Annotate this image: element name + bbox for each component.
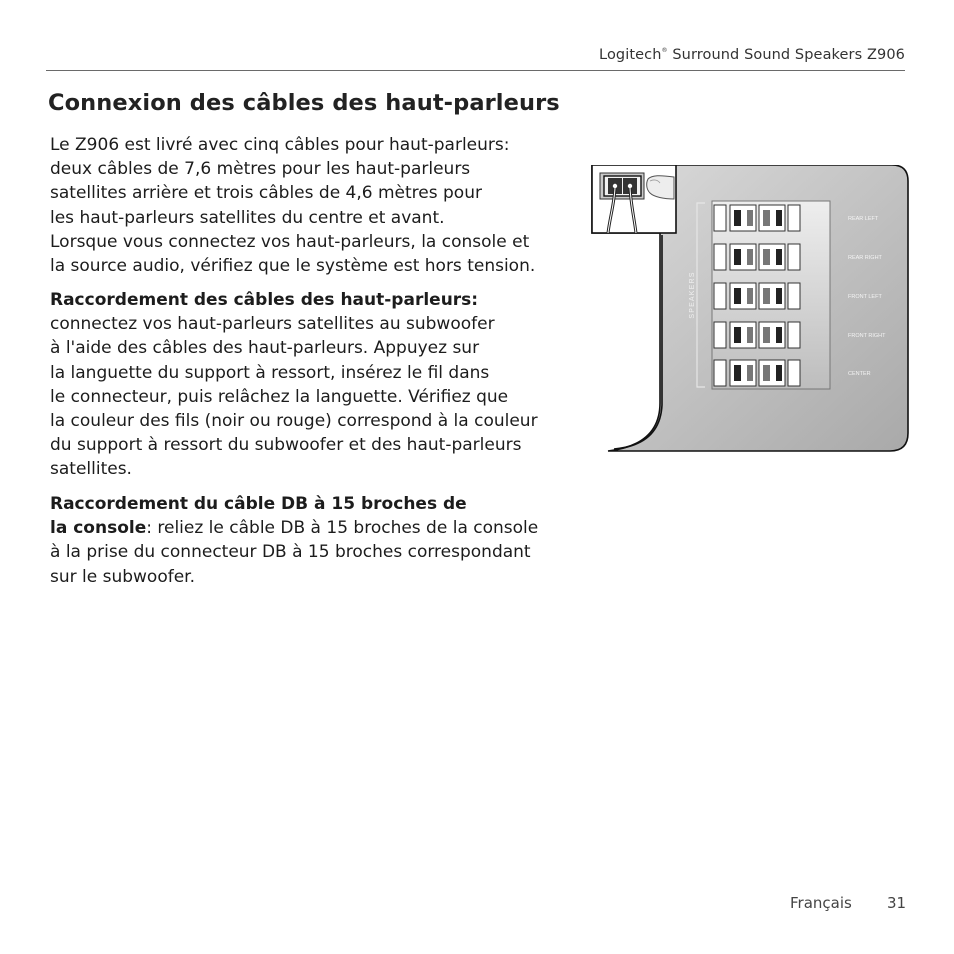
- channel-label: FRONT LEFT: [848, 294, 882, 300]
- speaker-cables-heading: Raccordement des câbles des haut-parleurs:: [50, 290, 479, 310]
- inset-wire-detail: [592, 165, 676, 233]
- speaker-cables-line: à l'aide des câbles des haut-parleurs. Appuyez sur: [50, 338, 480, 359]
- speaker-cables-paragraph: [50, 288, 550, 482]
- db15-heading-line1: Raccordement du câble DB à 15 broches de: [50, 494, 467, 514]
- intro-paragraph: [50, 133, 550, 278]
- db15-line: à la prise du connecteur DB à 15 broches correspondant: [50, 542, 531, 563]
- db15-line: sur le subwoofer.: [50, 566, 196, 587]
- speaker-cables-line: connectez vos haut-parleurs satellites au subwoofer: [50, 314, 495, 335]
- speaker-terminal-diagram: [590, 165, 910, 455]
- running-header: [599, 47, 905, 63]
- db15-heading-line2: la console: [50, 518, 147, 539]
- channel-label: REAR LEFT: [848, 216, 879, 222]
- channel-label: FRONT RIGHT: [848, 333, 886, 339]
- channel-label: CENTER: [848, 371, 871, 377]
- intro-line: satellites arrière et trois câbles de 4,6 mètres pour: [50, 183, 482, 204]
- header-rule: [46, 70, 905, 71]
- footer-language: Français: [790, 894, 852, 912]
- speaker-cables-line: le connecteur, puis relâchez la languette. Vérifiez que: [50, 386, 509, 407]
- intro-line: les haut-parleurs satellites du centre et avant.: [50, 207, 445, 228]
- speaker-cables-line: la couleur des fils (noir ou rouge) correspond à la couleur: [50, 411, 538, 432]
- intro-line: Lorsque vous connectez vos haut-parleurs, la console et: [50, 231, 530, 252]
- header-brand: Logitech: [599, 47, 662, 63]
- db15-line: : reliez le câble DB à 15 broches de la console: [146, 518, 539, 539]
- speaker-cables-line: la languette du support à ressort, insérez le fil dans: [50, 362, 490, 383]
- page-number: 31: [887, 894, 907, 912]
- speaker-cables-line: du support à ressort du subwoofer et des haut-parleurs: [50, 435, 522, 456]
- db15-paragraph: [50, 492, 550, 589]
- trademark-mark: ®: [661, 47, 668, 54]
- intro-line: la source audio, vérifiez que le système est hors tension.: [50, 256, 536, 277]
- speakers-group-label: SPEAKERS: [689, 271, 696, 319]
- intro-line: Le Z906 est livré avec cinq câbles pour haut-parleurs:: [50, 135, 510, 155]
- section-title: Connexion des câbles des haut-parleurs: [48, 90, 560, 116]
- channel-label: REAR RIGHT: [848, 255, 882, 261]
- header-product: Surround Sound Speakers Z906: [672, 47, 905, 63]
- speaker-cables-line: satellites.: [50, 459, 132, 480]
- intro-line: deux câbles de 7,6 mètres pour les haut-parleurs: [50, 159, 471, 180]
